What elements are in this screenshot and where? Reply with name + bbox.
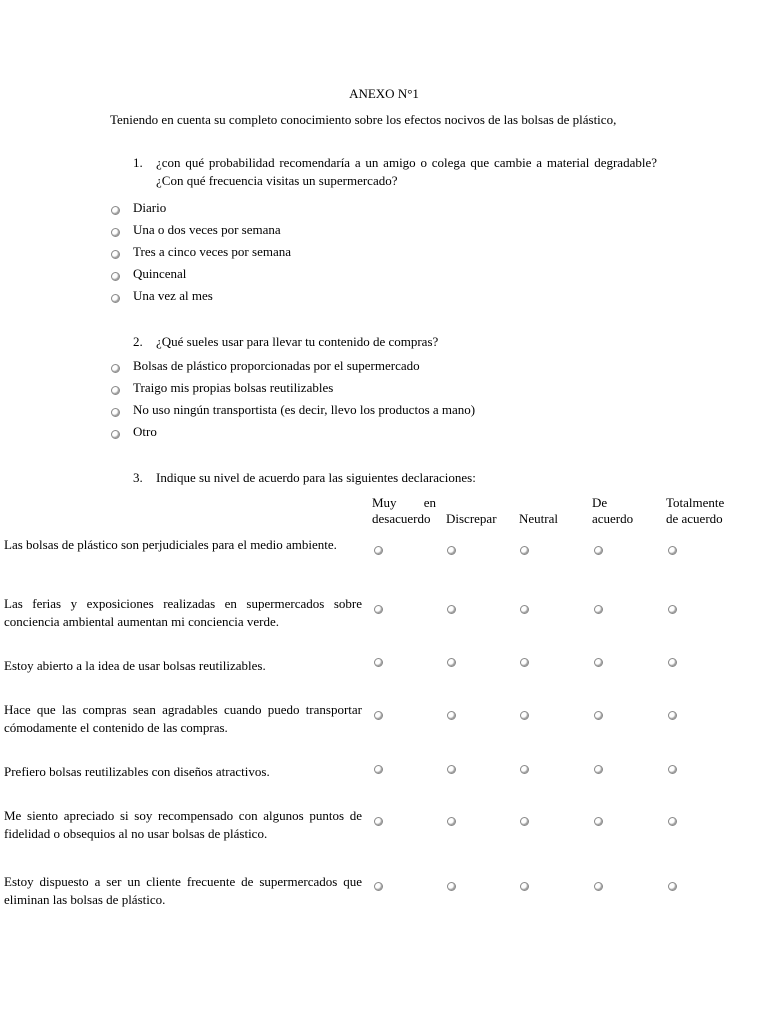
- q2-option-label: Otro: [133, 424, 157, 439]
- statement-text: Las bolsas de plástico son perjudiciales para el medio ambiente.: [4, 537, 337, 552]
- intro-text: Teniendo en cuenta su completo conocimiento sobre los efectos nocivos de las bolsas de plástico,: [110, 112, 617, 127]
- radio-button-icon[interactable]: [594, 546, 603, 555]
- likert-radio[interactable]: [374, 711, 385, 722]
- likert-radio[interactable]: [520, 658, 531, 669]
- q1-option[interactable]: [110, 199, 167, 217]
- likert-radio[interactable]: [594, 658, 605, 669]
- q3-number: 3.: [133, 470, 143, 485]
- likert-radio[interactable]: [447, 605, 458, 616]
- likert-radio[interactable]: [668, 711, 679, 722]
- column-header-strongly-disagree: Muy en desacuerdo: [372, 495, 436, 526]
- radio-button-icon[interactable]: [374, 546, 383, 555]
- radio-button-icon[interactable]: [374, 817, 383, 826]
- radio-button-icon[interactable]: [520, 658, 529, 667]
- statement-text: Estoy dispuesto a ser un cliente frecuente de supermercados que eliminan las bolsas de plástico.: [4, 874, 362, 907]
- q3-text: Indique su nivel de acuerdo para las siguientes declaraciones:: [156, 470, 476, 485]
- likert-radio[interactable]: [520, 882, 531, 893]
- column-header-disagree: Discrepar: [446, 511, 497, 526]
- radio-button-icon[interactable]: [374, 658, 383, 667]
- q1-option-label: Una o dos veces por semana: [133, 222, 281, 237]
- likert-radio[interactable]: [447, 711, 458, 722]
- q1-number: 1.: [133, 155, 143, 170]
- radio-button-icon[interactable]: [668, 658, 677, 667]
- radio-button-icon[interactable]: [520, 817, 529, 826]
- likert-radio[interactable]: [520, 605, 531, 616]
- radio-button-icon[interactable]: [111, 408, 120, 417]
- likert-radio[interactable]: [374, 817, 385, 828]
- radio-button-icon[interactable]: [594, 882, 603, 891]
- likert-radio[interactable]: [594, 882, 605, 893]
- q2-option[interactable]: [110, 423, 157, 441]
- likert-radio[interactable]: [520, 765, 531, 776]
- likert-radio[interactable]: [520, 817, 531, 828]
- likert-radio[interactable]: [447, 765, 458, 776]
- likert-radio[interactable]: [594, 546, 605, 557]
- likert-radio[interactable]: [447, 658, 458, 669]
- likert-radio[interactable]: [668, 817, 679, 828]
- q1-option-label: Tres a cinco veces por semana: [133, 244, 291, 259]
- radio-button-icon[interactable]: [447, 817, 456, 826]
- radio-button-icon[interactable]: [594, 711, 603, 720]
- radio-button-icon[interactable]: [668, 882, 677, 891]
- q2-number: 2.: [133, 334, 143, 349]
- radio-button-icon[interactable]: [374, 765, 383, 774]
- q2-option[interactable]: [110, 401, 476, 419]
- radio-button-icon[interactable]: [520, 546, 529, 555]
- radio-button-icon[interactable]: [111, 430, 120, 439]
- q2-option[interactable]: [110, 357, 420, 375]
- likert-radio[interactable]: [594, 711, 605, 722]
- likert-radio[interactable]: [374, 882, 385, 893]
- likert-radio[interactable]: [520, 711, 531, 722]
- likert-radio[interactable]: [594, 765, 605, 776]
- likert-radio[interactable]: [594, 605, 605, 616]
- q1-option-label: Una vez al mes: [133, 288, 213, 303]
- column-header-strongly-agree: Totalmente de acuerdo: [666, 495, 725, 526]
- radio-button-icon[interactable]: [374, 605, 383, 614]
- q1-text: ¿con qué probabilidad recomendaría a un amigo o colega que cambie a material degradable? ¿Con qué frecuencia visitas un supermercado?: [156, 155, 657, 188]
- radio-button-icon[interactable]: [111, 228, 120, 237]
- statement-text: Las ferias y exposiciones realizadas en supermercados sobre conciencia ambiental aumentan mi conciencia verde.: [4, 596, 362, 629]
- likert-radio[interactable]: [520, 546, 531, 557]
- likert-radio[interactable]: [374, 605, 385, 616]
- likert-radio[interactable]: [447, 882, 458, 893]
- radio-button-icon[interactable]: [447, 882, 456, 891]
- radio-button-icon[interactable]: [374, 711, 383, 720]
- radio-button-icon[interactable]: [594, 765, 603, 774]
- likert-radio[interactable]: [374, 546, 385, 557]
- q2-option-label: Bolsas de plástico proporcionadas por el supermercado: [133, 358, 420, 373]
- radio-button-icon[interactable]: [111, 272, 120, 281]
- radio-button-icon[interactable]: [111, 364, 120, 373]
- radio-button-icon[interactable]: [447, 711, 456, 720]
- likert-radio[interactable]: [668, 546, 679, 557]
- annex-title: ANEXO N°1: [349, 86, 419, 101]
- likert-radio[interactable]: [668, 882, 679, 893]
- statement-text: Prefiero bolsas reutilizables con diseños atractivos.: [4, 764, 270, 779]
- q2-option-label: No uso ningún transportista (es decir, llevo los productos a mano): [133, 402, 476, 417]
- radio-button-icon[interactable]: [111, 250, 120, 259]
- likert-radio[interactable]: [668, 658, 679, 669]
- radio-button-icon[interactable]: [447, 765, 456, 774]
- q2-option-label: Traigo mis propias bolsas reutilizables: [133, 380, 334, 395]
- radio-button-icon[interactable]: [520, 605, 529, 614]
- likert-radio[interactable]: [668, 605, 679, 616]
- radio-button-icon[interactable]: [668, 711, 677, 720]
- likert-radio[interactable]: [668, 765, 679, 776]
- likert-radio[interactable]: [374, 765, 385, 776]
- radio-button-icon[interactable]: [594, 658, 603, 667]
- radio-button-icon[interactable]: [111, 206, 120, 215]
- likert-radio[interactable]: [594, 817, 605, 828]
- statement-text: Me siento apreciado si soy recompensado con algunos puntos de fidelidad o obsequios al no usar bolsas de plástico.: [4, 808, 362, 841]
- column-header-neutral: Neutral: [519, 511, 558, 526]
- q1-option-label: Diario: [133, 200, 167, 215]
- likert-radio[interactable]: [447, 546, 458, 557]
- q2-option[interactable]: [110, 379, 334, 397]
- radio-button-icon[interactable]: [520, 711, 529, 720]
- q2-text: ¿Qué sueles usar para llevar tu contenido de compras?: [156, 334, 439, 349]
- q1-option[interactable]: [110, 243, 291, 261]
- radio-button-icon[interactable]: [668, 817, 677, 826]
- statement-text: Estoy abierto a la idea de usar bolsas reutilizables.: [4, 658, 266, 673]
- q1-option[interactable]: [110, 221, 281, 239]
- q1-option[interactable]: [110, 265, 187, 283]
- likert-radio[interactable]: [374, 658, 385, 669]
- q1-option[interactable]: [110, 287, 213, 305]
- radio-button-icon[interactable]: [111, 386, 120, 395]
- radio-button-icon[interactable]: [447, 605, 456, 614]
- radio-button-icon[interactable]: [520, 882, 529, 891]
- radio-button-icon[interactable]: [594, 817, 603, 826]
- q1-option-label: Quincenal: [133, 266, 187, 281]
- radio-button-icon[interactable]: [447, 658, 456, 667]
- column-header-agree: De acuerdo: [592, 495, 634, 526]
- radio-button-icon[interactable]: [111, 294, 120, 303]
- radio-button-icon[interactable]: [447, 546, 456, 555]
- statement-text: Hace que las compras sean agradables cuando puedo transportar cómodamente el contenido de las compras.: [4, 702, 362, 735]
- likert-radio[interactable]: [447, 817, 458, 828]
- radio-button-icon[interactable]: [594, 605, 603, 614]
- radio-button-icon[interactable]: [374, 882, 383, 891]
- radio-button-icon[interactable]: [668, 546, 677, 555]
- radio-button-icon[interactable]: [668, 765, 677, 774]
- radio-button-icon[interactable]: [520, 765, 529, 774]
- radio-button-icon[interactable]: [668, 605, 677, 614]
